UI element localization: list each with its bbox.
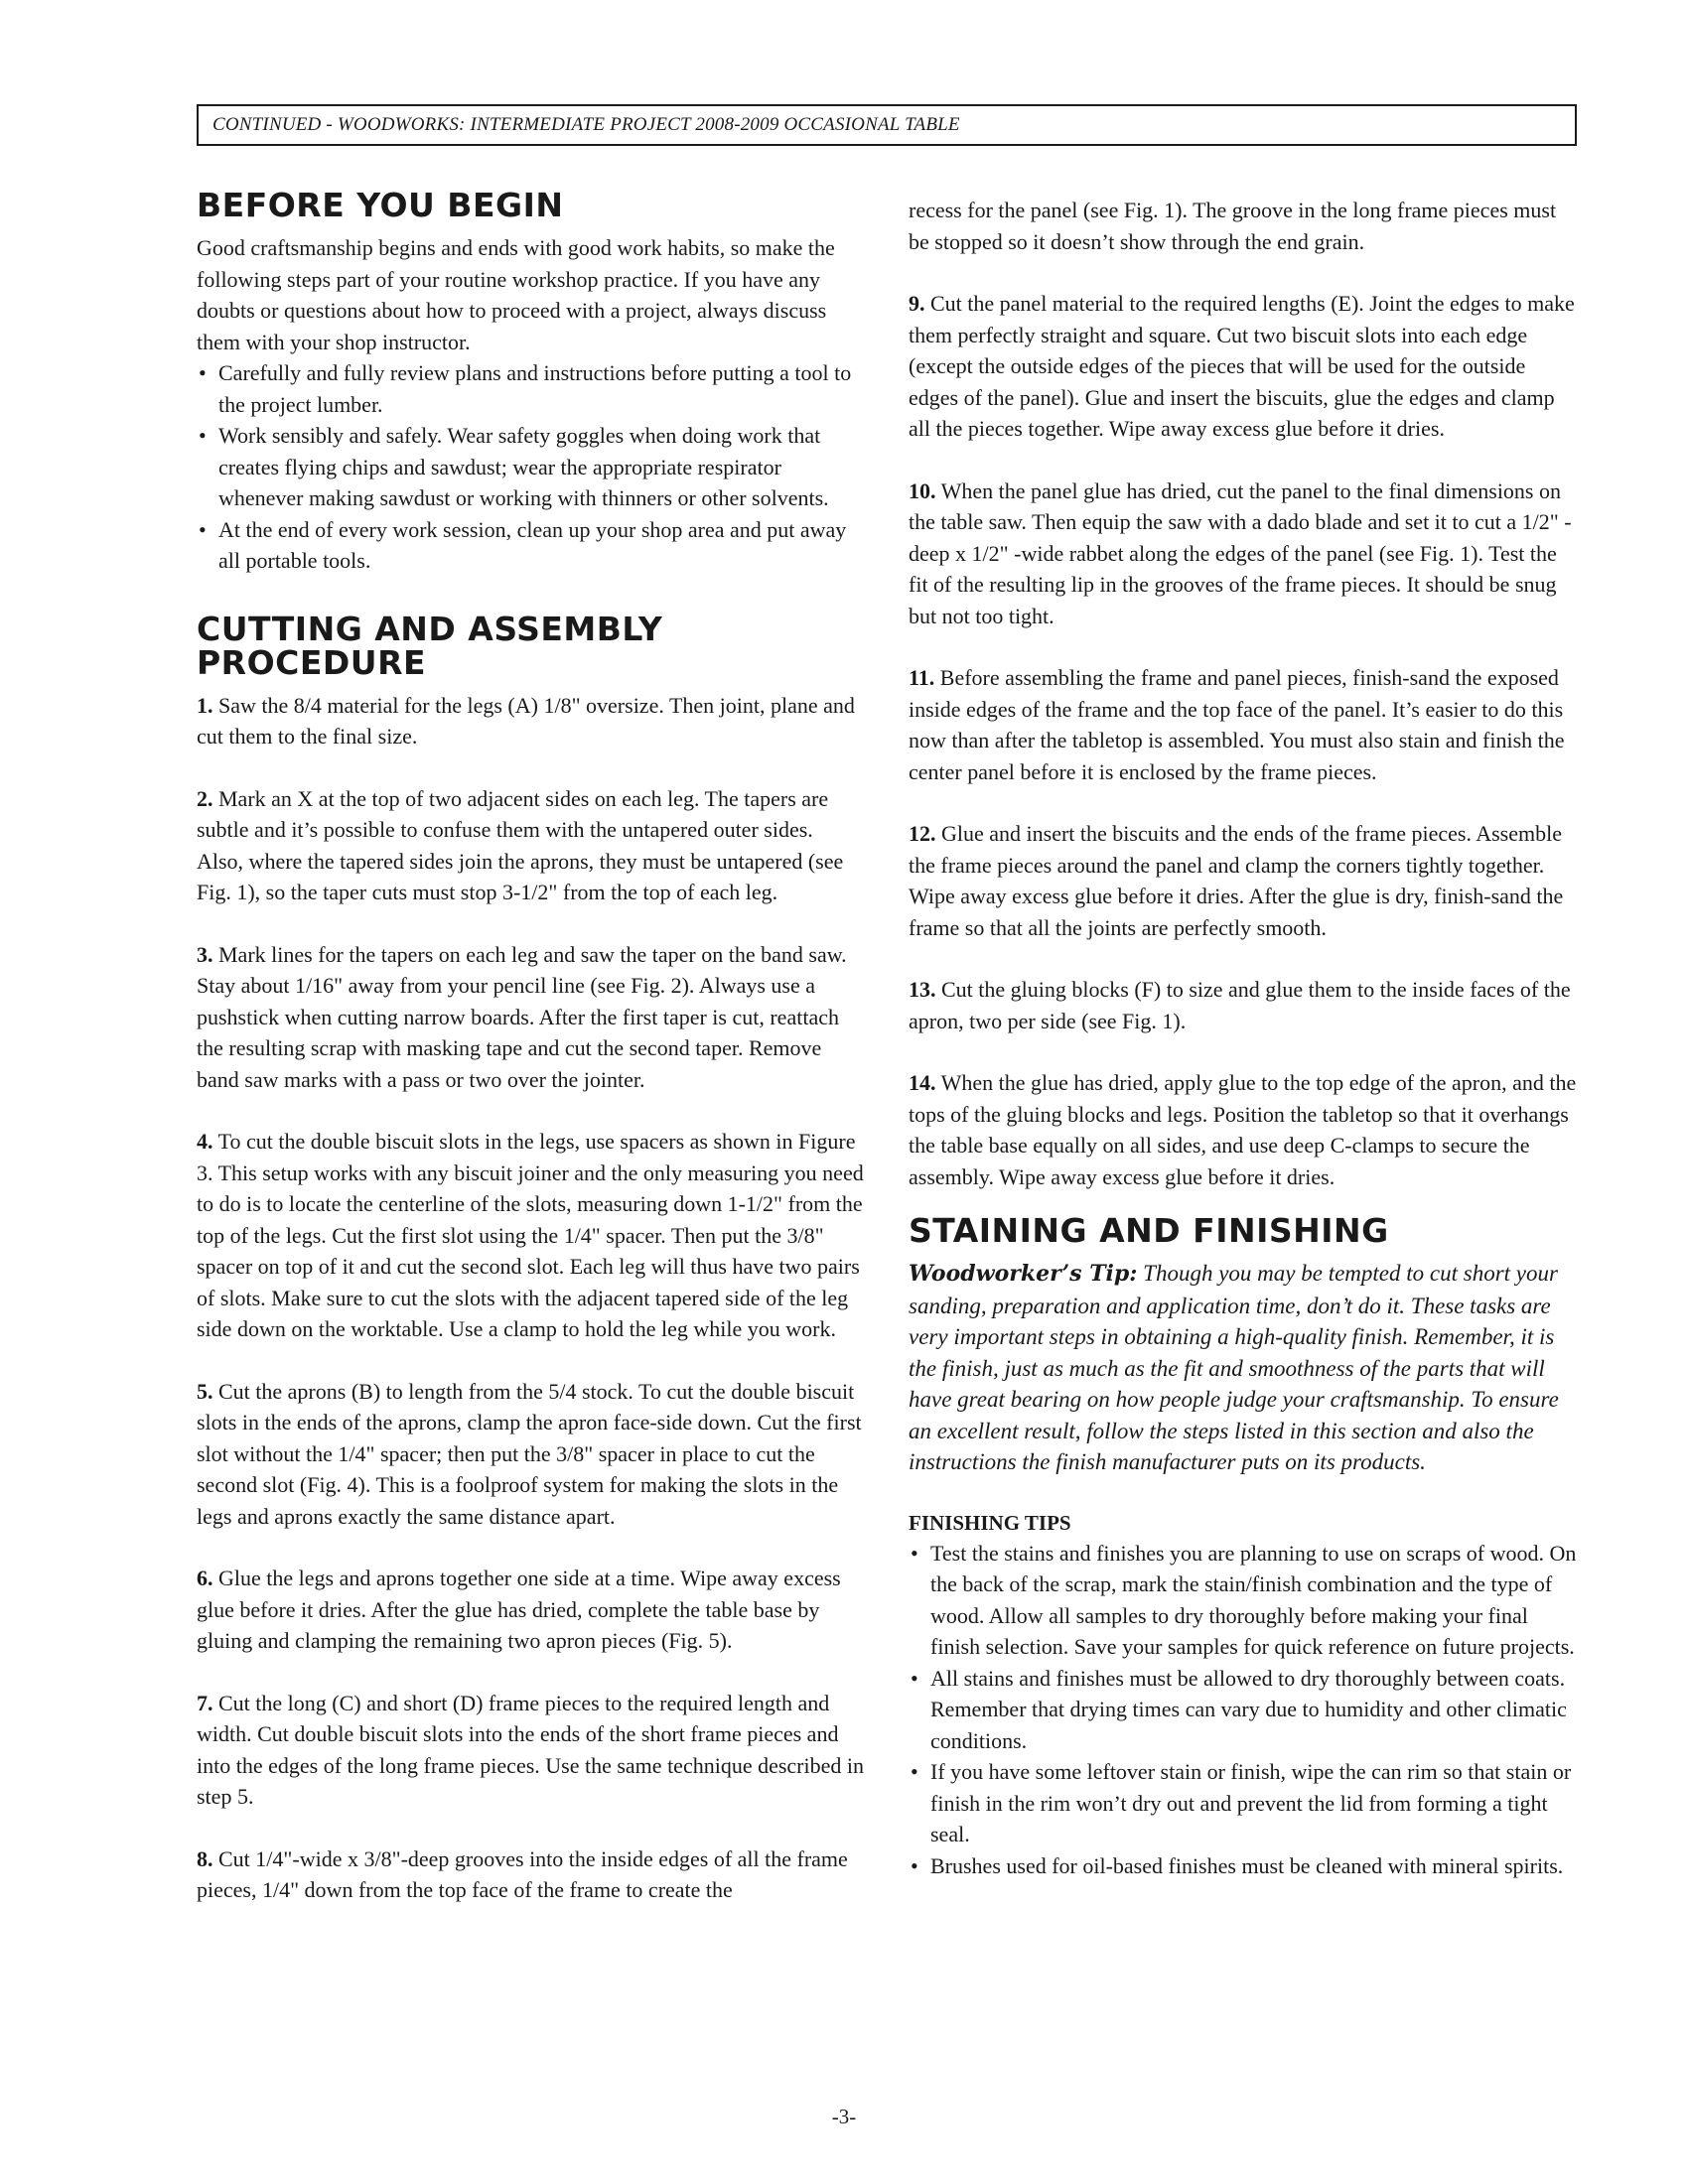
- step-text: Cut the long (C) and short (D) frame pieces to the required length and width. Cut double biscuit slots into the ends of the short frame pieces and into the edges of the long frame pieces. Use the same technique described in step 5.: [197, 1690, 864, 1809]
- step-text: Cut 1/4"-wide x 3/8"-deep grooves into the inside edges of all the frame pieces, 1/4" down from the top face of the frame to create the: [197, 1845, 848, 1902]
- step-1: [197, 690, 864, 752]
- list-item: • Work sensibly and safely. Wear safety goggles when doing work that creates flying chips and sawdust; wear the appropriate respirator whenever making sawdust or working with thinners or other solvents.: [197, 420, 864, 514]
- step-number: 11.: [909, 665, 935, 690]
- page-number: -3-: [831, 2105, 857, 2128]
- step-7: [197, 1688, 864, 1813]
- finishing-tips-heading: FINISHING TIPS: [909, 1510, 1071, 1535]
- step-number: 6.: [197, 1566, 213, 1590]
- list-item: • At the end of every work session, clean up your shop area and put away all portable tools.: [197, 514, 864, 577]
- list-item: • All stains and finishes must be allowed to dry thoroughly between coats. Remember that drying times can vary due to humidity and other climatic conditions.: [909, 1663, 1579, 1757]
- step-text: Cut the panel material to the required lengths (E). Joint the edges to make them perfectly straight and square. Cut two biscuit slots into each edge (except the outside edges of the pieces that will be used for the outside edges of the panel). Glue and insert the biscuits, glue the edges and clamp all the pieces together. Wipe away excess glue before it dries.: [909, 291, 1575, 441]
- step-number: 13.: [909, 977, 936, 1002]
- step-text: Cut the aprons (B) to length from the 5/4 stock. To cut the double biscuit slots in the ends of the aprons, clamp the apron face-side down. Cut the first slot without the 1/4" spacer; then put the 3/8" spacer in place to cut the second slot (Fig. 4). This is a foolproof system for making the slots in the legs and aprons exactly the same distance apart.: [197, 1378, 862, 1529]
- page-header: [197, 104, 1577, 146]
- step-number: 7.: [197, 1690, 213, 1715]
- right-column: [909, 195, 1579, 1881]
- step-6: [197, 1563, 864, 1657]
- cutting-assembly-heading: [197, 609, 864, 682]
- step-number: 8.: [197, 1845, 213, 1871]
- step-11: [909, 662, 1579, 787]
- step-text: Glue and insert the biscuits and the ends of the frame pieces. Assemble the frame pieces around the panel and clamp the corners tightly together. Wipe away excess glue before it dries. After the glue is dry, finish-sand the frame so that all the joints are perfectly smooth.: [909, 821, 1564, 940]
- step-text: To cut the double biscuit slots in the legs, use spacers as shown in Figure 3. This setup works with any biscuit joiner and the only measuring you need to do is to locate the centerline of the slots, measuring down 1-1/2" from the top of the legs. Cut the first slot using the 1/4" spacer. Then put the 3/8" spacer on top of it and cut the second slot. Each leg will thus have two pairs of slots. Make sure to cut the slots with the adjacent tapered side of the leg side down on the worktable. Use a clamp to hold the leg while you work.: [197, 1129, 864, 1341]
- step-8-continued: recess for the panel (see Fig. 1). The groove in the long frame pieces must be stopped so it doesn’t show through the end grain.: [909, 198, 1557, 254]
- step-number: 9.: [909, 291, 925, 316]
- step-13: [909, 974, 1579, 1036]
- before-intro: Good craftsmanship begins and ends with good work habits, so make the following steps part of your routine workshop practice. If you have any doubts or questions about how to proceed with a project, always discuss them with your shop instructor.: [197, 235, 835, 354]
- list-item: • Brushes used for oil-based finishes must be cleaned with mineral spirits.: [909, 1850, 1579, 1882]
- step-number: 14.: [909, 1070, 936, 1095]
- step-text: Before assembling the frame and panel pieces, finish-sand the exposed inside edges of the frame and the top face of the panel. It’s easier to do this now than after the tabletop is assembled. You must also stain and finish the center panel before it is enclosed by the frame pieces.: [909, 665, 1565, 784]
- header-title: CONTINUED - WOODWORKS: INTERMEDIATE PROJECT 2008-2009 OCCASIONAL TABLE: [212, 114, 960, 135]
- step-number: 2.: [197, 785, 213, 811]
- list-item: • If you have some leftover stain or finish, wipe the can rim so that stain or finish in the rim won’t dry out and prevent the lid from forming a tight seal.: [909, 1756, 1579, 1850]
- step-14: [909, 1067, 1579, 1192]
- step-text: When the glue has dried, apply glue to the top edge of the apron, and the tops of the gluing blocks and legs. Position the tabletop so that it overhangs the table base equally on all sides, and use deep C-clamps to secure the assembly. Wipe away excess glue before it dries.: [909, 1070, 1577, 1189]
- step-12: [909, 818, 1579, 943]
- before-you-begin-heading: BEFORE YOU BEGIN: [197, 186, 564, 224]
- step-10: [909, 476, 1579, 632]
- staining-finishing-heading: STAINING AND FINISHING: [909, 1211, 1389, 1250]
- cutting-heading-line2: PROCEDURE: [197, 642, 427, 682]
- step-number: 5.: [197, 1378, 213, 1404]
- step-text: Mark an X at the top of two adjacent sides on each leg. The tapers are subtle and it’s possible to confuse them with the untapered outer sides. Also, where the tapered sides join the aprons, they must be untapered (see Fig. 1), so the taper cuts must stop 3-1/2" from the top of each leg.: [197, 785, 844, 904]
- woodworker-tip: [909, 1258, 1579, 1478]
- finishing-tips-list: [909, 1538, 1579, 1882]
- step-text: Cut the gluing blocks (F) to size and glue them to the inside faces of the apron, two per side (see Fig. 1).: [909, 977, 1571, 1033]
- step-8: [197, 1843, 864, 1906]
- step-3: [197, 939, 864, 1096]
- step-number: 3.: [197, 941, 213, 967]
- step-text: Glue the legs and aprons together one side at a time. Wipe away excess glue before it dries. After the glue has dried, complete the table base by gluing and clamping the remaining two apron pieces (Fig. 5).: [197, 1566, 841, 1653]
- step-4: [197, 1126, 864, 1345]
- step-number: 4.: [197, 1129, 213, 1154]
- step-5: [197, 1376, 864, 1533]
- step-text: Mark lines for the tapers on each leg and saw the taper on the band saw. Stay about 1/16" away from your pencil line (see Fig. 2). Always use a pushstick when cutting narrow boards. After the first taper is cut, reattach the resulting scrap with masking tape and cut the second taper. Remove band saw marks with a pass or two over the jointer.: [197, 941, 847, 1092]
- step-text: When the panel glue has dried, cut the panel to the final dimensions on the table saw. Then equip the saw with a dado blade and set it to cut a 1/2" -deep x 1/2" -wide rabbet along the edges of the panel (see Fig. 1). Test the fit of the resulting lip in the grooves of the frame pieces. It should be snug but not too tight.: [909, 478, 1572, 628]
- step-number: 10.: [909, 478, 936, 503]
- left-column: [197, 186, 864, 1906]
- step-2: [197, 783, 864, 908]
- step-text: Saw the 8/4 material for the legs (A) 1/8" oversize. Then joint, plane and cut them to the final size.: [197, 692, 855, 749]
- step-number: 12.: [909, 821, 936, 846]
- list-item: • Test the stains and finishes you are planning to use on scraps of wood. On the back of the scrap, mark the stain/finish combination and the type of wood. Allow all samples to dry thoroughly before making your final finish selection. Save your samples for quick reference on future projects.: [909, 1538, 1579, 1663]
- cutting-heading-line1: CUTTING AND ASSEMBLY: [197, 609, 663, 648]
- tip-label: Woodworker’s Tip:: [909, 1261, 1138, 1287]
- before-bullets: [197, 357, 864, 577]
- step-9: [909, 288, 1579, 445]
- tip-text: Though you may be tempted to cut short your sanding, preparation and application time, don’t do it. These tasks are very important steps in obtaining a high-quality finish. Remember, it is the finish, just as much as the fit and smoothness of the parts that will have great bearing on how people judge your craftsmanship. To ensure an excellent result, follow the steps listed in this section and also the instructions the finish manufacturer puts on its products.: [909, 1261, 1559, 1474]
- step-number: 1.: [197, 692, 213, 718]
- list-item: • Carefully and fully review plans and instructions before putting a tool to the project lumber.: [197, 357, 864, 420]
